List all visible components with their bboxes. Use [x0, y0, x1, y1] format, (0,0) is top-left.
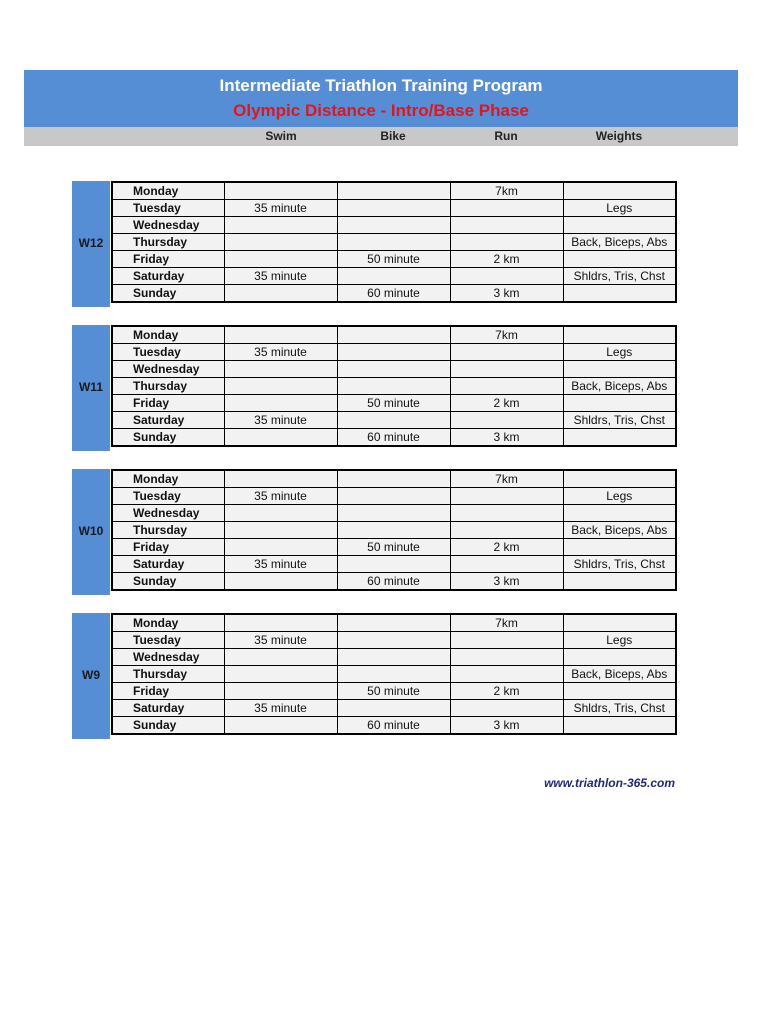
bike-cell: 60 minute [337, 429, 450, 447]
week-label [72, 469, 110, 595]
swim-cell [224, 361, 337, 378]
weights-cell [563, 217, 676, 234]
run-cell: 7km [450, 182, 563, 200]
bike-cell [337, 700, 450, 717]
bike-cell [337, 234, 450, 251]
run-cell [450, 361, 563, 378]
bike-cell [337, 488, 450, 505]
swim-cell [224, 182, 337, 200]
day-cell: Wednesday [112, 505, 224, 522]
swim-cell [224, 573, 337, 591]
table-row [112, 395, 676, 412]
table-row [112, 700, 676, 717]
day-cell: Wednesday [112, 649, 224, 666]
day-cell: Sunday [112, 429, 224, 447]
weights-cell [563, 539, 676, 556]
run-cell [450, 412, 563, 429]
bike-cell: 60 minute [337, 717, 450, 735]
weights-cell: Shldrs, Tris, Chst [563, 412, 676, 429]
run-cell: 7km [450, 326, 563, 344]
bike-cell: 50 minute [337, 683, 450, 700]
day-cell: Tuesday [112, 488, 224, 505]
day-cell: Tuesday [112, 344, 224, 361]
run-cell [450, 556, 563, 573]
weights-cell [563, 429, 676, 447]
day-cell: Friday [112, 683, 224, 700]
run-cell: 2 km [450, 683, 563, 700]
swim-cell [224, 234, 337, 251]
week-block [72, 181, 678, 307]
table-row [112, 378, 676, 395]
bike-cell [337, 556, 450, 573]
bike-cell [337, 378, 450, 395]
run-cell: 7km [450, 470, 563, 488]
bike-cell [337, 470, 450, 488]
swim-cell: 35 minute [224, 556, 337, 573]
day-cell: Saturday [112, 556, 224, 573]
title-band [24, 70, 738, 127]
swim-cell [224, 395, 337, 412]
day-cell: Thursday [112, 666, 224, 683]
weights-cell: Shldrs, Tris, Chst [563, 556, 676, 573]
day-cell: Friday [112, 251, 224, 268]
weights-cell [563, 573, 676, 591]
run-cell: 3 km [450, 573, 563, 591]
table-row [112, 666, 676, 683]
swim-cell [224, 614, 337, 632]
weights-cell [563, 182, 676, 200]
bike-cell [337, 505, 450, 522]
bike-cell [337, 614, 450, 632]
day-cell: Friday [112, 539, 224, 556]
bike-cell [337, 361, 450, 378]
bike-cell [337, 182, 450, 200]
week-table [111, 181, 677, 303]
day-cell: Tuesday [112, 200, 224, 217]
table-row [112, 539, 676, 556]
swim-cell [224, 285, 337, 303]
day-cell: Thursday [112, 378, 224, 395]
table-row [112, 683, 676, 700]
day-cell: Saturday [112, 700, 224, 717]
column-header-swim: Swim [265, 129, 297, 143]
day-cell: Wednesday [112, 361, 224, 378]
run-cell [450, 666, 563, 683]
swim-cell: 35 minute [224, 412, 337, 429]
bike-cell [337, 522, 450, 539]
bike-cell [337, 326, 450, 344]
table-row [112, 326, 676, 344]
day-cell: Monday [112, 182, 224, 200]
table-row [112, 200, 676, 217]
run-cell: 3 km [450, 429, 563, 447]
swim-cell [224, 378, 337, 395]
day-cell: Thursday [112, 234, 224, 251]
table-row [112, 488, 676, 505]
weights-cell [563, 285, 676, 303]
swim-cell [224, 683, 337, 700]
table-row [112, 649, 676, 666]
run-cell: 2 km [450, 539, 563, 556]
day-cell: Saturday [112, 412, 224, 429]
table-row [112, 429, 676, 447]
program-title: Intermediate Triathlon Training Program [219, 76, 543, 95]
weights-cell [563, 251, 676, 268]
run-cell [450, 649, 563, 666]
table-row [112, 632, 676, 649]
run-cell [450, 200, 563, 217]
swim-cell [224, 217, 337, 234]
swim-cell [224, 470, 337, 488]
bike-cell [337, 632, 450, 649]
bike-cell: 60 minute [337, 285, 450, 303]
run-cell: 7km [450, 614, 563, 632]
table-row [112, 522, 676, 539]
weights-cell [563, 717, 676, 735]
weights-cell: Legs [563, 632, 676, 649]
program-subtitle: Olympic Distance - Intro/Base Phase [233, 101, 529, 120]
swim-cell: 35 minute [224, 488, 337, 505]
week-label-text: W10 [78, 524, 104, 538]
week-table [111, 469, 677, 591]
table-row [112, 614, 676, 632]
day-cell: Saturday [112, 268, 224, 285]
swim-cell [224, 505, 337, 522]
weights-cell: Legs [563, 488, 676, 505]
run-cell [450, 632, 563, 649]
week-block [72, 469, 678, 595]
bike-cell [337, 412, 450, 429]
day-cell: Thursday [112, 522, 224, 539]
weights-cell: Shldrs, Tris, Chst [563, 268, 676, 285]
weights-cell: Back, Biceps, Abs [563, 666, 676, 683]
swim-cell [224, 666, 337, 683]
weights-cell [563, 683, 676, 700]
table-row [112, 217, 676, 234]
table-row [112, 470, 676, 488]
swim-cell [224, 649, 337, 666]
week-label-text: W12 [78, 236, 104, 250]
table-row [112, 412, 676, 429]
weights-cell [563, 614, 676, 632]
day-cell: Sunday [112, 717, 224, 735]
week-label-text: W11 [78, 380, 103, 394]
bike-cell [337, 344, 450, 361]
column-header-run: Run [494, 129, 518, 143]
week-block [72, 613, 678, 739]
week-table [111, 325, 677, 447]
weights-cell: Back, Biceps, Abs [563, 378, 676, 395]
bike-cell [337, 200, 450, 217]
weights-cell [563, 326, 676, 344]
run-cell: 3 km [450, 285, 563, 303]
swim-cell [224, 717, 337, 735]
bike-cell: 50 minute [337, 395, 450, 412]
swim-cell [224, 251, 337, 268]
swim-cell: 35 minute [224, 268, 337, 285]
swim-cell [224, 326, 337, 344]
day-cell: Tuesday [112, 632, 224, 649]
swim-cell [224, 539, 337, 556]
weights-cell [563, 470, 676, 488]
day-cell: Sunday [112, 573, 224, 591]
bike-cell [337, 649, 450, 666]
table-row [112, 344, 676, 361]
table-row [112, 361, 676, 378]
run-cell: 2 km [450, 395, 563, 412]
bike-cell: 50 minute [337, 539, 450, 556]
bike-cell: 60 minute [337, 573, 450, 591]
run-cell [450, 522, 563, 539]
weights-cell [563, 395, 676, 412]
week-label [72, 181, 110, 307]
swim-cell [224, 429, 337, 447]
day-cell: Wednesday [112, 217, 224, 234]
swim-cell: 35 minute [224, 632, 337, 649]
week-label [72, 613, 110, 739]
column-header-bike: Bike [380, 129, 406, 143]
table-row [112, 268, 676, 285]
bike-cell [337, 217, 450, 234]
weights-cell: Back, Biceps, Abs [563, 522, 676, 539]
run-cell [450, 378, 563, 395]
run-cell [450, 488, 563, 505]
bike-cell [337, 666, 450, 683]
week-label [72, 325, 110, 451]
weights-cell: Back, Biceps, Abs [563, 234, 676, 251]
table-row [112, 182, 676, 200]
week-table [111, 613, 677, 735]
run-cell [450, 344, 563, 361]
run-cell: 2 km [450, 251, 563, 268]
weights-cell: Shldrs, Tris, Chst [563, 700, 676, 717]
day-cell: Monday [112, 614, 224, 632]
day-cell: Monday [112, 326, 224, 344]
weights-cell: Legs [563, 344, 676, 361]
swim-cell: 35 minute [224, 200, 337, 217]
table-row [112, 285, 676, 303]
weights-cell [563, 361, 676, 378]
column-header-weights: Weights [595, 129, 643, 143]
weights-cell [563, 649, 676, 666]
run-cell [450, 217, 563, 234]
bike-cell [337, 268, 450, 285]
bike-cell: 50 minute [337, 251, 450, 268]
day-cell: Monday [112, 470, 224, 488]
table-row [112, 505, 676, 522]
table-row [112, 556, 676, 573]
table-row [112, 573, 676, 591]
website-link[interactable]: www.triathlon-365.com [544, 776, 675, 790]
weights-cell [563, 505, 676, 522]
table-row [112, 234, 676, 251]
day-cell: Sunday [112, 285, 224, 303]
day-cell: Friday [112, 395, 224, 412]
run-cell: 3 km [450, 717, 563, 735]
run-cell [450, 505, 563, 522]
run-cell [450, 700, 563, 717]
weights-cell: Legs [563, 200, 676, 217]
week-block [72, 325, 678, 451]
week-label-text: W9 [82, 668, 100, 682]
swim-cell: 35 minute [224, 700, 337, 717]
table-row [112, 251, 676, 268]
run-cell [450, 268, 563, 285]
swim-cell: 35 minute [224, 344, 337, 361]
swim-cell [224, 522, 337, 539]
table-row [112, 717, 676, 735]
run-cell [450, 234, 563, 251]
column-header-row [24, 127, 738, 146]
